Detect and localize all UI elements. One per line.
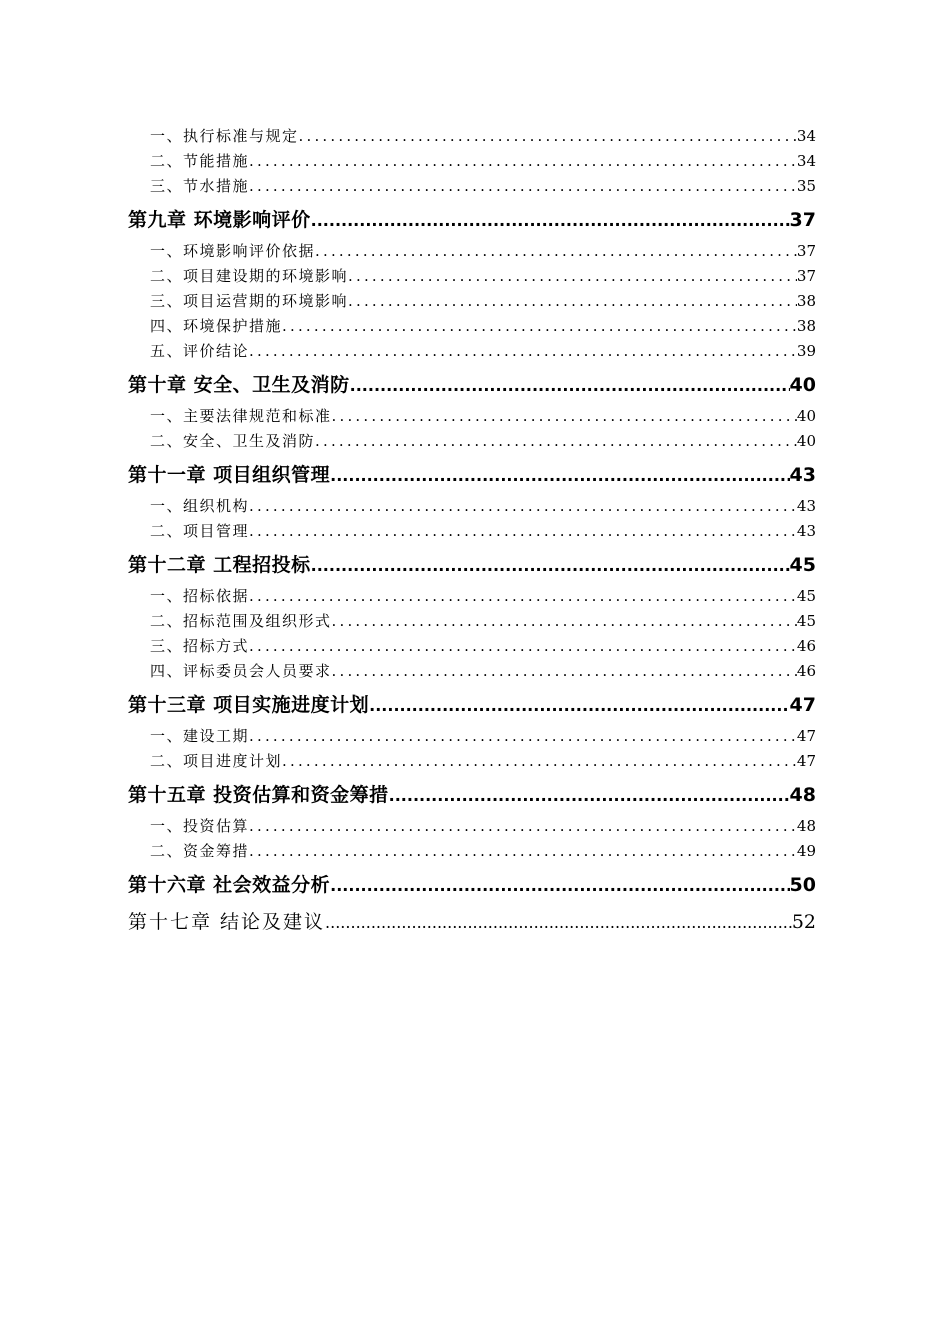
toc-page-number: 45 [796, 612, 816, 630]
toc-page-number: 34 [796, 127, 816, 145]
toc-entry-title: 一、投资估算 [150, 817, 250, 835]
dot-leader [249, 149, 797, 174]
toc-entry-title: 第十七章 结论及建议 [128, 911, 326, 933]
dot-leader [249, 839, 797, 864]
dot-leader [348, 289, 797, 314]
toc-entry-title: 第十六章 社会效益分析 [128, 874, 331, 896]
dot-leader [249, 814, 797, 839]
dot-leader [332, 404, 797, 429]
toc-entry-title: 第十二章 工程招投标 [128, 554, 311, 576]
toc-chapter-entry[interactable] [128, 367, 816, 403]
toc-page-number: 45 [789, 554, 816, 576]
toc-page-number: 37 [796, 242, 816, 260]
toc-entry-title: 第十五章 投资估算和资金筹措 [128, 784, 389, 806]
toc-page-number: 49 [796, 842, 816, 860]
toc-page-number: 40 [789, 374, 816, 396]
toc-page-number: 34 [796, 152, 816, 170]
toc-page-number: 40 [796, 432, 816, 450]
dot-leader [348, 264, 797, 289]
toc-subentry[interactable] [128, 634, 816, 659]
toc-page-number: 46 [796, 662, 816, 680]
dot-leader [369, 688, 789, 723]
toc-page-number: 47 [796, 752, 816, 770]
toc-entry-title: 第十一章 项目组织管理 [128, 464, 331, 486]
dot-leader [249, 174, 797, 199]
toc-entry-title: 四、环境保护措施 [150, 317, 283, 335]
toc-subentry[interactable] [128, 814, 816, 839]
dot-leader [315, 429, 797, 454]
dot-leader [299, 124, 797, 149]
toc-page-number: 38 [796, 317, 816, 335]
toc-subentry[interactable] [128, 314, 816, 339]
toc-page-number: 37 [796, 267, 816, 285]
toc-entry-title: 二、项目建设期的环境影响 [150, 267, 349, 285]
toc-entry-title: 三、招标方式 [150, 637, 250, 655]
toc-page-number: 47 [796, 727, 816, 745]
toc-subentry[interactable] [128, 339, 816, 364]
toc-page-number: 39 [796, 342, 816, 360]
toc-subentry[interactable] [128, 609, 816, 634]
toc-subentry[interactable] [128, 584, 816, 609]
toc-chapter-entry[interactable] [128, 777, 816, 813]
table-of-contents [128, 124, 816, 941]
dot-leader [249, 519, 797, 544]
dot-leader [249, 339, 797, 364]
dot-leader [311, 203, 790, 238]
toc-subentry[interactable] [128, 149, 816, 174]
toc-page-number: 43 [796, 497, 816, 515]
toc-entry-title: 一、执行标准与规定 [150, 127, 299, 145]
dot-leader [332, 609, 797, 634]
dot-leader [389, 778, 790, 813]
toc-subentry[interactable] [128, 239, 816, 264]
dot-leader [249, 494, 797, 519]
toc-page-number: 48 [789, 784, 816, 806]
toc-chapter-entry[interactable] [128, 202, 816, 238]
toc-entry-title: 三、节水措施 [150, 177, 250, 195]
toc-page-number: 46 [796, 637, 816, 655]
toc-entry-title: 二、节能措施 [150, 152, 250, 170]
toc-entry-title: 一、建设工期 [150, 727, 250, 745]
dot-leader [249, 584, 797, 609]
toc-subentry[interactable] [128, 264, 816, 289]
toc-entry-title: 二、项目管理 [150, 522, 250, 540]
toc-entry-title: 二、资金筹措 [150, 842, 250, 860]
toc-entry-title: 第九章 环境影响评价 [128, 209, 311, 231]
toc-subentry[interactable] [128, 519, 816, 544]
toc-subentry[interactable] [128, 659, 816, 684]
toc-page-number: 45 [796, 587, 816, 605]
dot-leader [315, 239, 797, 264]
toc-chapter-entry[interactable] [128, 904, 816, 940]
toc-subentry[interactable] [128, 839, 816, 864]
dot-leader [282, 749, 797, 774]
toc-subentry[interactable] [128, 174, 816, 199]
toc-subentry[interactable] [128, 724, 816, 749]
toc-subentry[interactable] [128, 289, 816, 314]
toc-subentry[interactable] [128, 494, 816, 519]
toc-chapter-entry[interactable] [128, 457, 816, 493]
toc-page-number: 50 [789, 874, 816, 896]
toc-entry-title: 四、评标委员会人员要求 [150, 662, 332, 680]
dot-leader [332, 659, 797, 684]
toc-chapter-entry[interactable] [128, 867, 816, 903]
dot-leader [350, 368, 790, 403]
toc-entry-title: 一、组织机构 [150, 497, 250, 515]
toc-subentry[interactable] [128, 749, 816, 774]
toc-entry-title: 五、评价结论 [150, 342, 250, 360]
toc-page-number: 38 [796, 292, 816, 310]
toc-entry-title: 第十章 安全、卫生及消防 [128, 374, 350, 396]
toc-page-number: 47 [789, 694, 816, 716]
dot-leader [249, 724, 797, 749]
toc-entry-title: 一、招标依据 [150, 587, 250, 605]
toc-page-number: 40 [796, 407, 816, 425]
dot-leader [282, 314, 797, 339]
toc-entry-title: 第十三章 项目实施进度计划 [128, 694, 370, 716]
toc-chapter-entry[interactable] [128, 687, 816, 723]
toc-entry-title: 一、环境影响评价依据 [150, 242, 316, 260]
toc-entry-title: 一、主要法律规范和标准 [150, 407, 332, 425]
toc-page-number: 48 [796, 817, 816, 835]
dot-leader [330, 458, 789, 493]
dot-leader [249, 634, 797, 659]
toc-page-number: 43 [789, 464, 816, 486]
dot-leader [325, 905, 792, 940]
toc-subentry[interactable] [128, 124, 816, 149]
toc-page-number: 43 [796, 522, 816, 540]
dot-leader [330, 868, 789, 903]
toc-page-number: 52 [791, 911, 816, 933]
toc-chapter-entry[interactable] [128, 547, 816, 583]
toc-entry-title: 二、安全、卫生及消防 [150, 432, 316, 450]
toc-entry-title: 二、项目进度计划 [150, 752, 283, 770]
dot-leader [311, 548, 790, 583]
toc-subentry[interactable] [128, 429, 816, 454]
toc-entry-title: 二、招标范围及组织形式 [150, 612, 332, 630]
toc-page-number: 37 [789, 209, 816, 231]
toc-entry-title: 三、项目运营期的环境影响 [150, 292, 349, 310]
toc-subentry[interactable] [128, 404, 816, 429]
toc-page-number: 35 [796, 177, 816, 195]
